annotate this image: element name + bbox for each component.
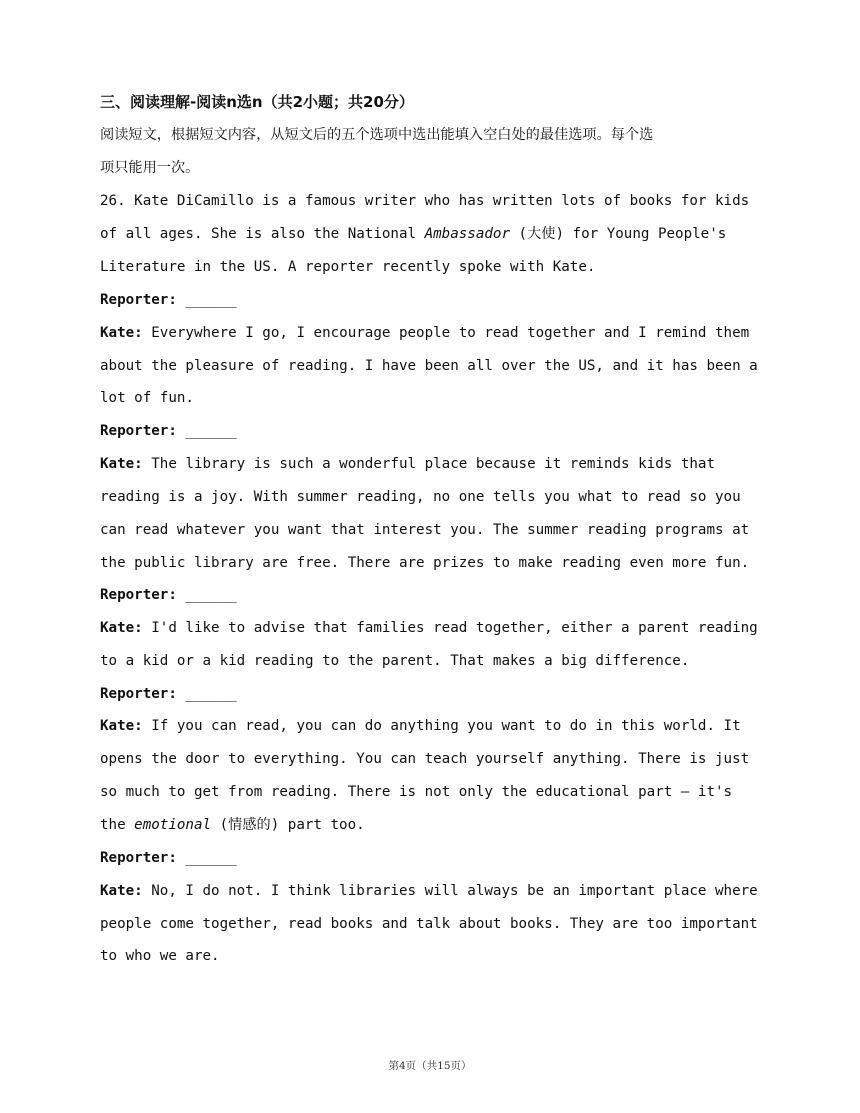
- intro-line-3: Literature in the US. A reporter recently spoke with Kate.: [100, 259, 596, 275]
- reporter-question-3: [100, 585, 237, 605]
- kate-answer-1-line-3: lot of fun.: [100, 390, 194, 406]
- kate-answer-4-line-3: so much to get from reading. There is not only the educational part — it's: [100, 784, 733, 800]
- page-footer: 第4页（共15页）: [388, 1060, 472, 1072]
- answer-blank-5: ______: [185, 850, 237, 866]
- kate-answer-4-line-2: opens the door to everything. You can teach yourself anything. There is just: [100, 751, 750, 767]
- answer-text-gloss: (情感的) part too.: [211, 817, 365, 833]
- answer-blank-3: ______: [185, 587, 237, 603]
- answer-blank-2: ______: [185, 423, 237, 439]
- kate-answer-2-line-1: [100, 454, 715, 474]
- kate-answer-4-line-4: [100, 815, 365, 835]
- speaker-reporter: Reporter:: [100, 850, 177, 866]
- answer-blank-1: ______: [185, 292, 237, 308]
- answer-text: The library is such a wonderful place because it reminds kids that: [142, 456, 716, 472]
- answer-text: I'd like to advise that families read together, either a parent reading: [142, 620, 758, 636]
- speaker-reporter: Reporter:: [100, 292, 177, 308]
- instruction-line-1: 阅读短文，根据短文内容，从短文后的五个选项中选出能填入空白处的最佳选项。每个选: [100, 127, 654, 143]
- intro-line-2: [100, 224, 726, 244]
- kate-answer-2-line-2: reading is a joy. With summer reading, no one tells you what to read so you: [100, 489, 741, 505]
- intro-line-1: 26. Kate DiCamillo is a famous writer who has written lots of books for kids: [100, 193, 750, 209]
- answer-text: No, I do not. I think libraries will always be an important place where: [142, 883, 758, 899]
- kate-answer-5-line-3: to who we are.: [100, 948, 220, 964]
- speaker-kate: Kate:: [100, 718, 143, 734]
- kate-answer-4-line-1: [100, 716, 741, 736]
- reporter-question-5: [100, 848, 237, 868]
- emotional-term: emotional: [134, 817, 212, 833]
- kate-answer-5-line-1: [100, 881, 758, 901]
- kate-answer-1-line-1: [100, 323, 749, 343]
- intro-text: of all ages. She is also the National: [100, 226, 425, 242]
- kate-answer-3-line-1: [100, 618, 758, 638]
- kate-answer-5-line-2: people come together, read books and talk about books. They are too important: [100, 916, 758, 932]
- ambassador-term: Ambassador: [424, 226, 511, 242]
- answer-text: Everywhere I go, I encourage people to read together and I remind them: [142, 325, 750, 341]
- reporter-question-4: [100, 684, 237, 704]
- speaker-reporter: Reporter:: [100, 686, 177, 702]
- kate-answer-2-line-3: can read whatever you want that interest you. The summer reading programs at: [100, 522, 750, 538]
- speaker-kate: Kate:: [100, 456, 143, 472]
- reporter-question-1: [100, 290, 237, 310]
- kate-answer-2-line-4: the public library are free. There are prizes to make reading even more fun.: [100, 555, 750, 571]
- speaker-kate: Kate:: [100, 883, 143, 899]
- answer-text: If you can read, you can do anything you want to do in this world. It: [142, 718, 741, 734]
- answer-blank-4: ______: [185, 686, 237, 702]
- kate-answer-3-line-2: to a kid or a kid reading to the parent. That makes a big difference.: [100, 653, 690, 669]
- speaker-kate: Kate:: [100, 620, 143, 636]
- instruction-line-2: 项只能用一次。: [100, 160, 200, 176]
- speaker-reporter: Reporter:: [100, 587, 177, 603]
- answer-text: the: [100, 817, 135, 833]
- intro-text-gloss: (大使) for Young People's: [510, 226, 727, 242]
- speaker-reporter: Reporter:: [100, 423, 177, 439]
- speaker-kate: Kate:: [100, 325, 143, 341]
- kate-answer-1-line-2: about the pleasure of reading. I have been all over the US, and it has been a: [100, 358, 758, 374]
- reporter-question-2: [100, 421, 237, 441]
- section-title: 三、阅读理解-阅读n选n（共2小题；共20分）: [100, 93, 414, 111]
